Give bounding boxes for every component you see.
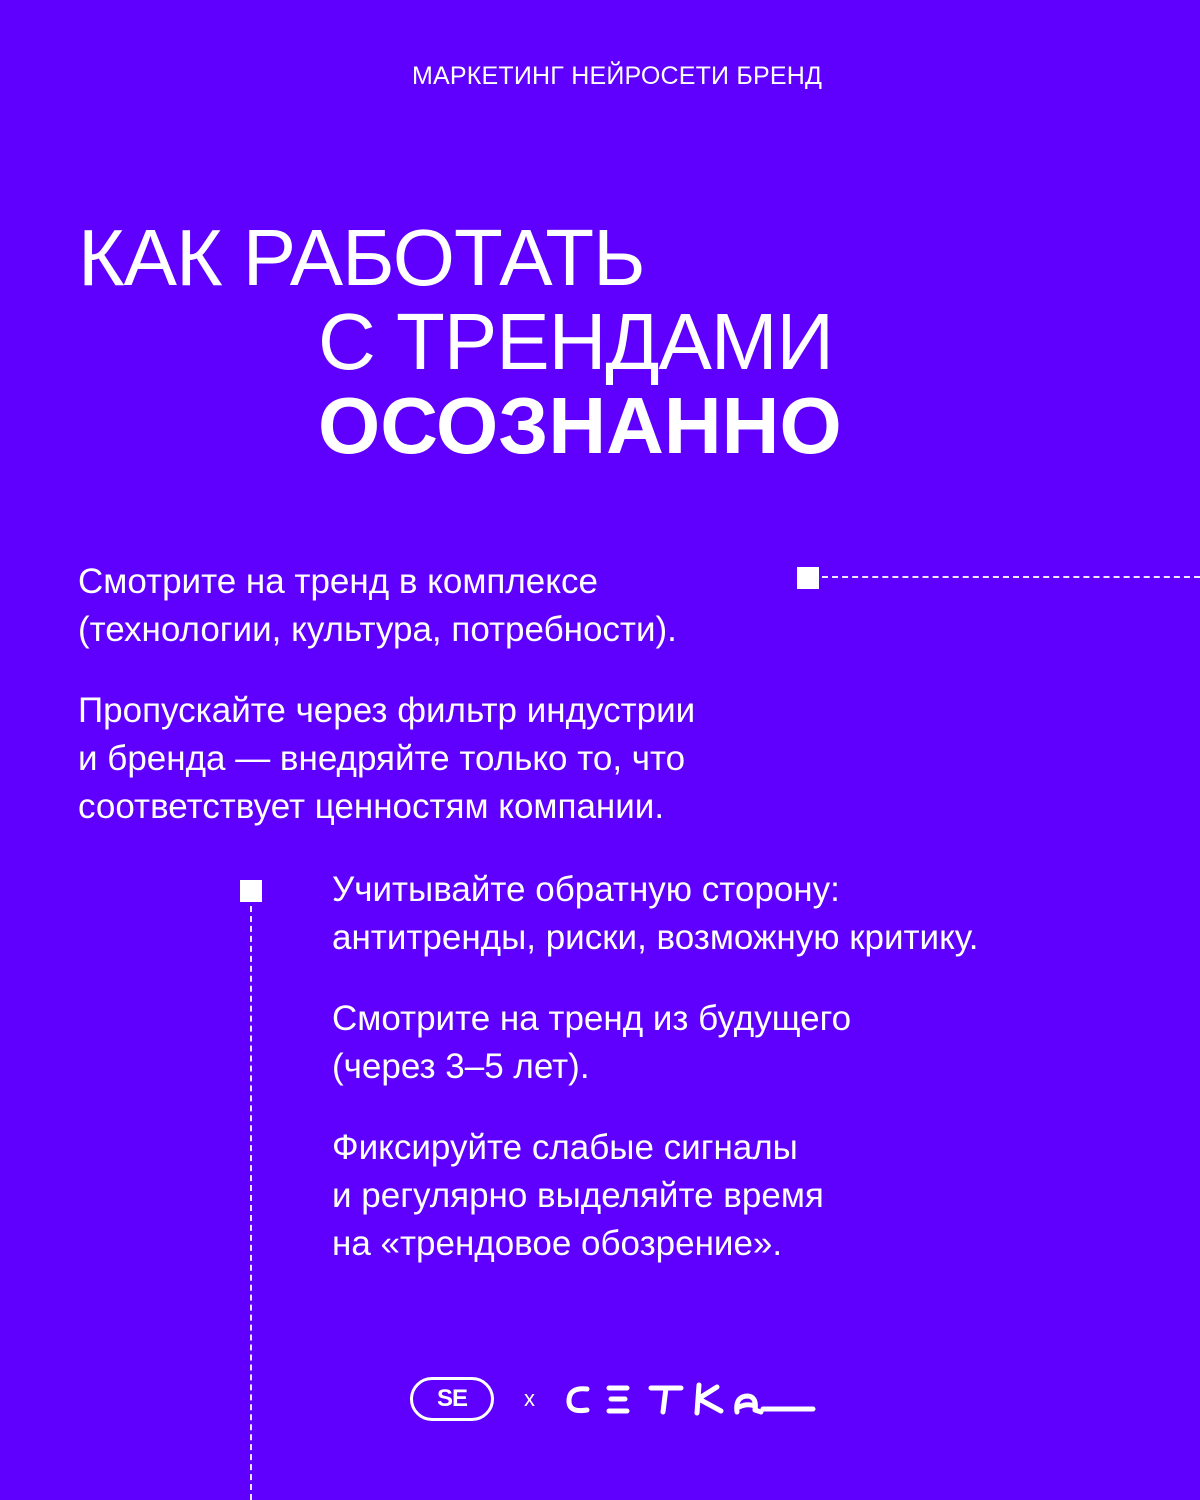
se-logo: SE [410,1377,494,1421]
title-line-1: КАК РАБОТАТЬ [78,213,645,302]
setka-logo [565,1379,821,1419]
dashed-line-vertical [250,906,252,1500]
separator-text: x [524,1386,535,1411]
square-marker-icon [797,567,819,589]
tip-industry-filter: Пропускайте через фильтр индустрии и бренда — внедряйте только то, что соответствует ценностям компании. [78,691,696,826]
dashed-line-horizontal [822,576,1200,578]
tip-downside: Учитывайте обратную сторону: антитренды, риски, возможную критику. [332,870,979,957]
footer-logos [410,1374,821,1424]
tip-weak-signals: Фиксируйте слабые сигналы и регулярно выделяйте время на «трендовое обозрение». [332,1128,824,1263]
square-marker-icon [240,880,262,902]
topic-tags: МАРКЕТИНГ НЕЙРОСЕТИ БРЕНД [412,62,823,90]
title-line-3: ОСОЗНАННО [318,381,842,470]
tip-complex-view: Смотрите на тренд в комплексе (технологии, культура, потребности). [78,562,677,649]
title-line-2: С ТРЕНДАМИ [318,297,834,386]
tip-future-view: Смотрите на тренд из будущего (через 3–5 лет). [332,999,852,1086]
